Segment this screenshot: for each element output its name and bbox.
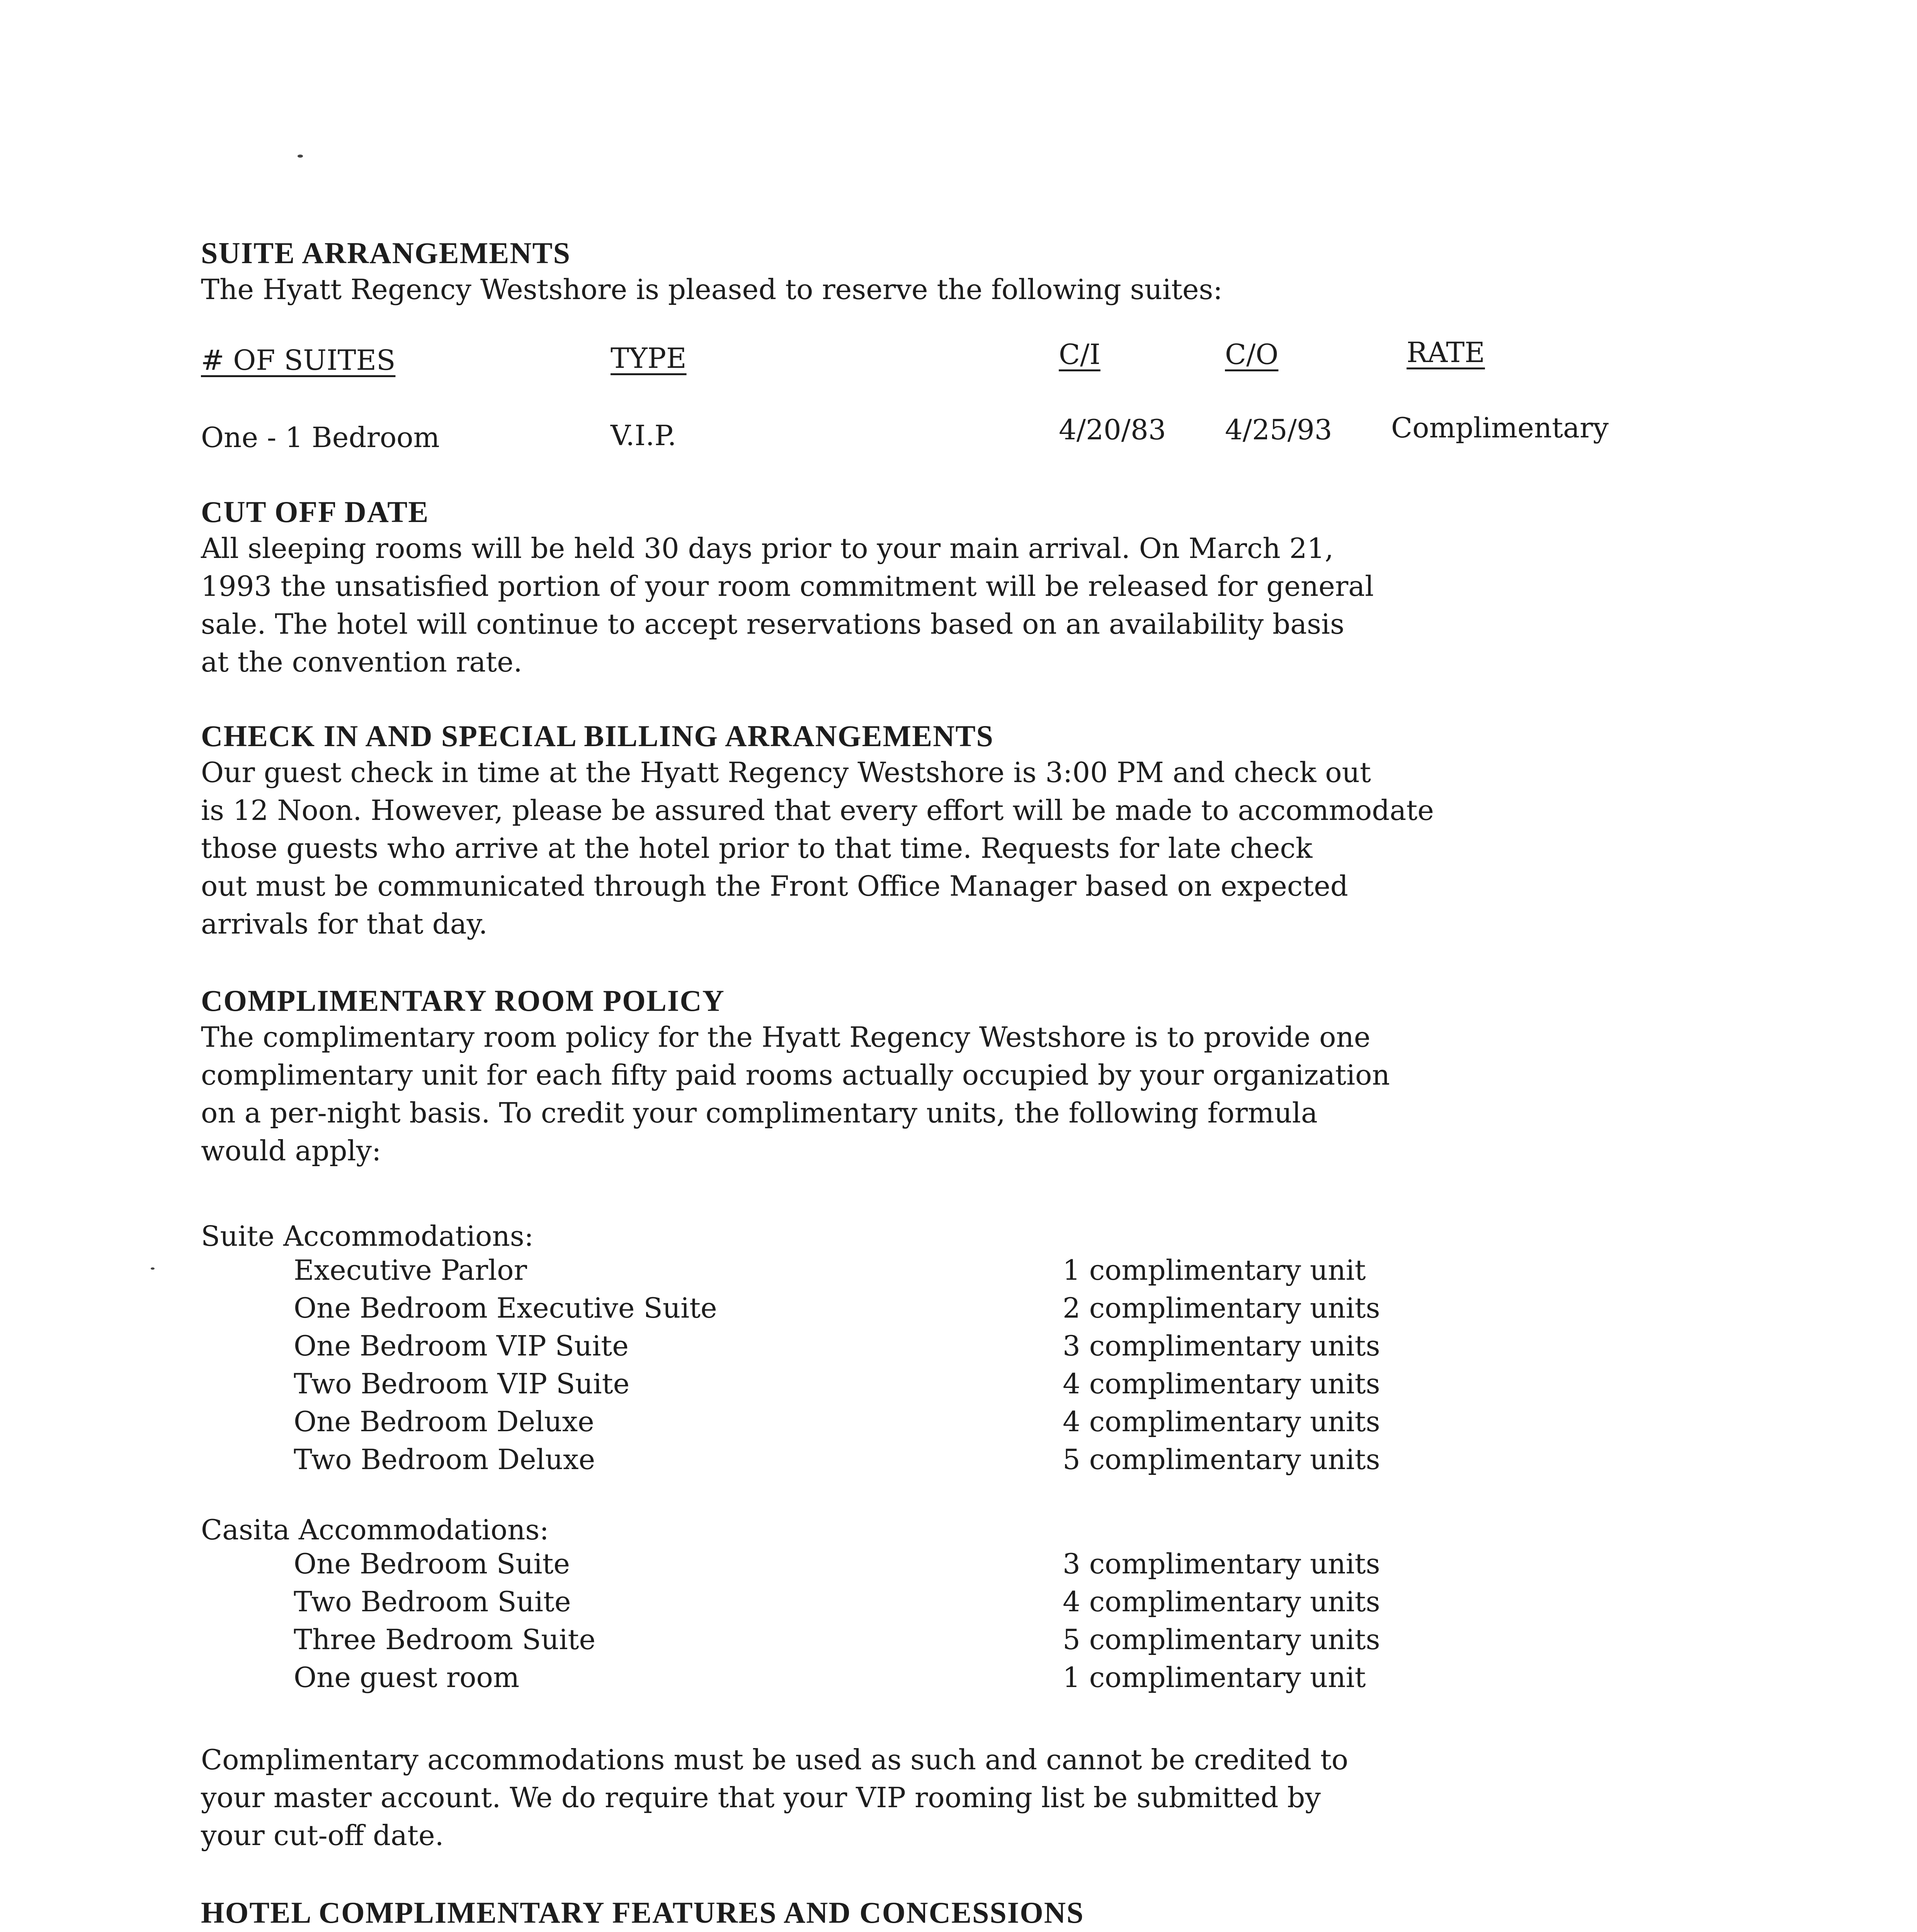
col-header-type: TYPE	[611, 342, 687, 374]
cut-off-line: 1993 the unsatisfied portion of your room commitment will be released for general	[201, 570, 1374, 602]
suite-arrangements-intro: The Hyatt Regency Westshore is pleased to reserve the following suites:	[201, 273, 1223, 306]
col-header-rate: RATE	[1407, 336, 1485, 369]
suite-row-type: V.I.P.	[611, 419, 677, 452]
accommodation-name: Three Bedroom Suite	[294, 1623, 596, 1656]
comp-note-line: Complimentary accommodations must be used as such and cannot be credited to	[201, 1743, 1349, 1776]
accommodation-name: One Bedroom Executive Suite	[294, 1292, 717, 1324]
accommodation-units: 1 complimentary unit	[1063, 1661, 1366, 1694]
accommodation-units: 5 complimentary units	[1063, 1623, 1380, 1656]
accommodation-name: Two Bedroom Deluxe	[294, 1443, 595, 1476]
accommodation-units: 3 complimentary units	[1063, 1548, 1380, 1580]
accommodation-name: One guest room	[294, 1661, 520, 1694]
suite-row-count: One - 1 Bedroom	[201, 421, 440, 454]
comp-note-line: your cut-off date.	[201, 1819, 444, 1852]
check-in-heading: CHECK IN AND SPECIAL BILLING ARRANGEMENTS	[201, 719, 994, 753]
accommodation-units: 5 complimentary units	[1063, 1443, 1380, 1476]
accommodation-name: Two Bedroom VIP Suite	[294, 1367, 630, 1400]
accommodation-name: Executive Parlor	[294, 1254, 527, 1286]
cut-off-line: All sleeping rooms will be held 30 days prior to your main arrival. On March 21,	[201, 532, 1334, 565]
check-in-line: Our guest check in time at the Hyatt Regency Westshore is 3:00 PM and check out	[201, 756, 1371, 789]
features-heading: HOTEL COMPLIMENTARY FEATURES AND CONCESSIONS	[201, 1896, 1084, 1929]
col-header-ci: C/I	[1059, 338, 1101, 371]
suite-row-rate: Complimentary	[1391, 412, 1609, 444]
casita-accommodations-label: Casita Accommodations:	[201, 1514, 549, 1546]
accommodation-units: 1 complimentary unit	[1063, 1254, 1366, 1286]
cut-off-heading: CUT OFF DATE	[201, 495, 429, 529]
scan-speck	[298, 155, 303, 158]
comp-policy-line: The complimentary room policy for the Hyatt Regency Westshore is to provide one	[201, 1021, 1371, 1053]
suite-arrangements-heading: SUITE ARRANGEMENTS	[201, 236, 571, 270]
accommodation-name: One Bedroom Suite	[294, 1548, 570, 1580]
accommodation-units: 4 complimentary units	[1063, 1585, 1380, 1618]
scan-speck	[151, 1267, 155, 1270]
suite-accommodations-label: Suite Accommodations:	[201, 1220, 534, 1252]
suite-row-ci: 4/20/83	[1059, 413, 1166, 446]
comp-note-line: your master account. We do require that your VIP rooming list be submitted by	[201, 1781, 1321, 1814]
col-header-co: C/O	[1225, 338, 1279, 371]
check-in-line: out must be communicated through the Front Office Manager based on expected	[201, 870, 1348, 902]
features-line	[201, 1930, 1383, 1932]
accommodation-name: Two Bedroom Suite	[294, 1585, 571, 1618]
comp-policy-line: complimentary unit for each fifty paid rooms actually occupied by your organization	[201, 1059, 1390, 1091]
comp-policy-line: on a per-night basis. To credit your complimentary units, the following formula	[201, 1097, 1318, 1129]
check-in-line: arrivals for that day.	[201, 908, 488, 940]
cut-off-line: sale. The hotel will continue to accept reservations based on an availability basis	[201, 608, 1345, 640]
suite-row-co: 4/25/93	[1225, 413, 1332, 446]
accommodation-name: One Bedroom VIP Suite	[294, 1330, 629, 1362]
accommodation-name: One Bedroom Deluxe	[294, 1405, 594, 1438]
check-in-line: those guests who arrive at the hotel prior to that time. Requests for late check	[201, 832, 1313, 864]
check-in-line: is 12 Noon. However, please be assured that every effort will be made to accommodate	[201, 794, 1434, 827]
accommodation-units: 3 complimentary units	[1063, 1330, 1380, 1362]
comp-policy-line: would apply:	[201, 1134, 381, 1167]
col-header-suites: # OF SUITES	[201, 344, 396, 376]
accommodation-units: 4 complimentary units	[1063, 1405, 1380, 1438]
cut-off-line: at the convention rate.	[201, 646, 522, 678]
comp-policy-heading: COMPLIMENTARY ROOM POLICY	[201, 984, 725, 1017]
accommodation-units: 2 complimentary units	[1063, 1292, 1380, 1324]
accommodation-units: 4 complimentary units	[1063, 1367, 1380, 1400]
